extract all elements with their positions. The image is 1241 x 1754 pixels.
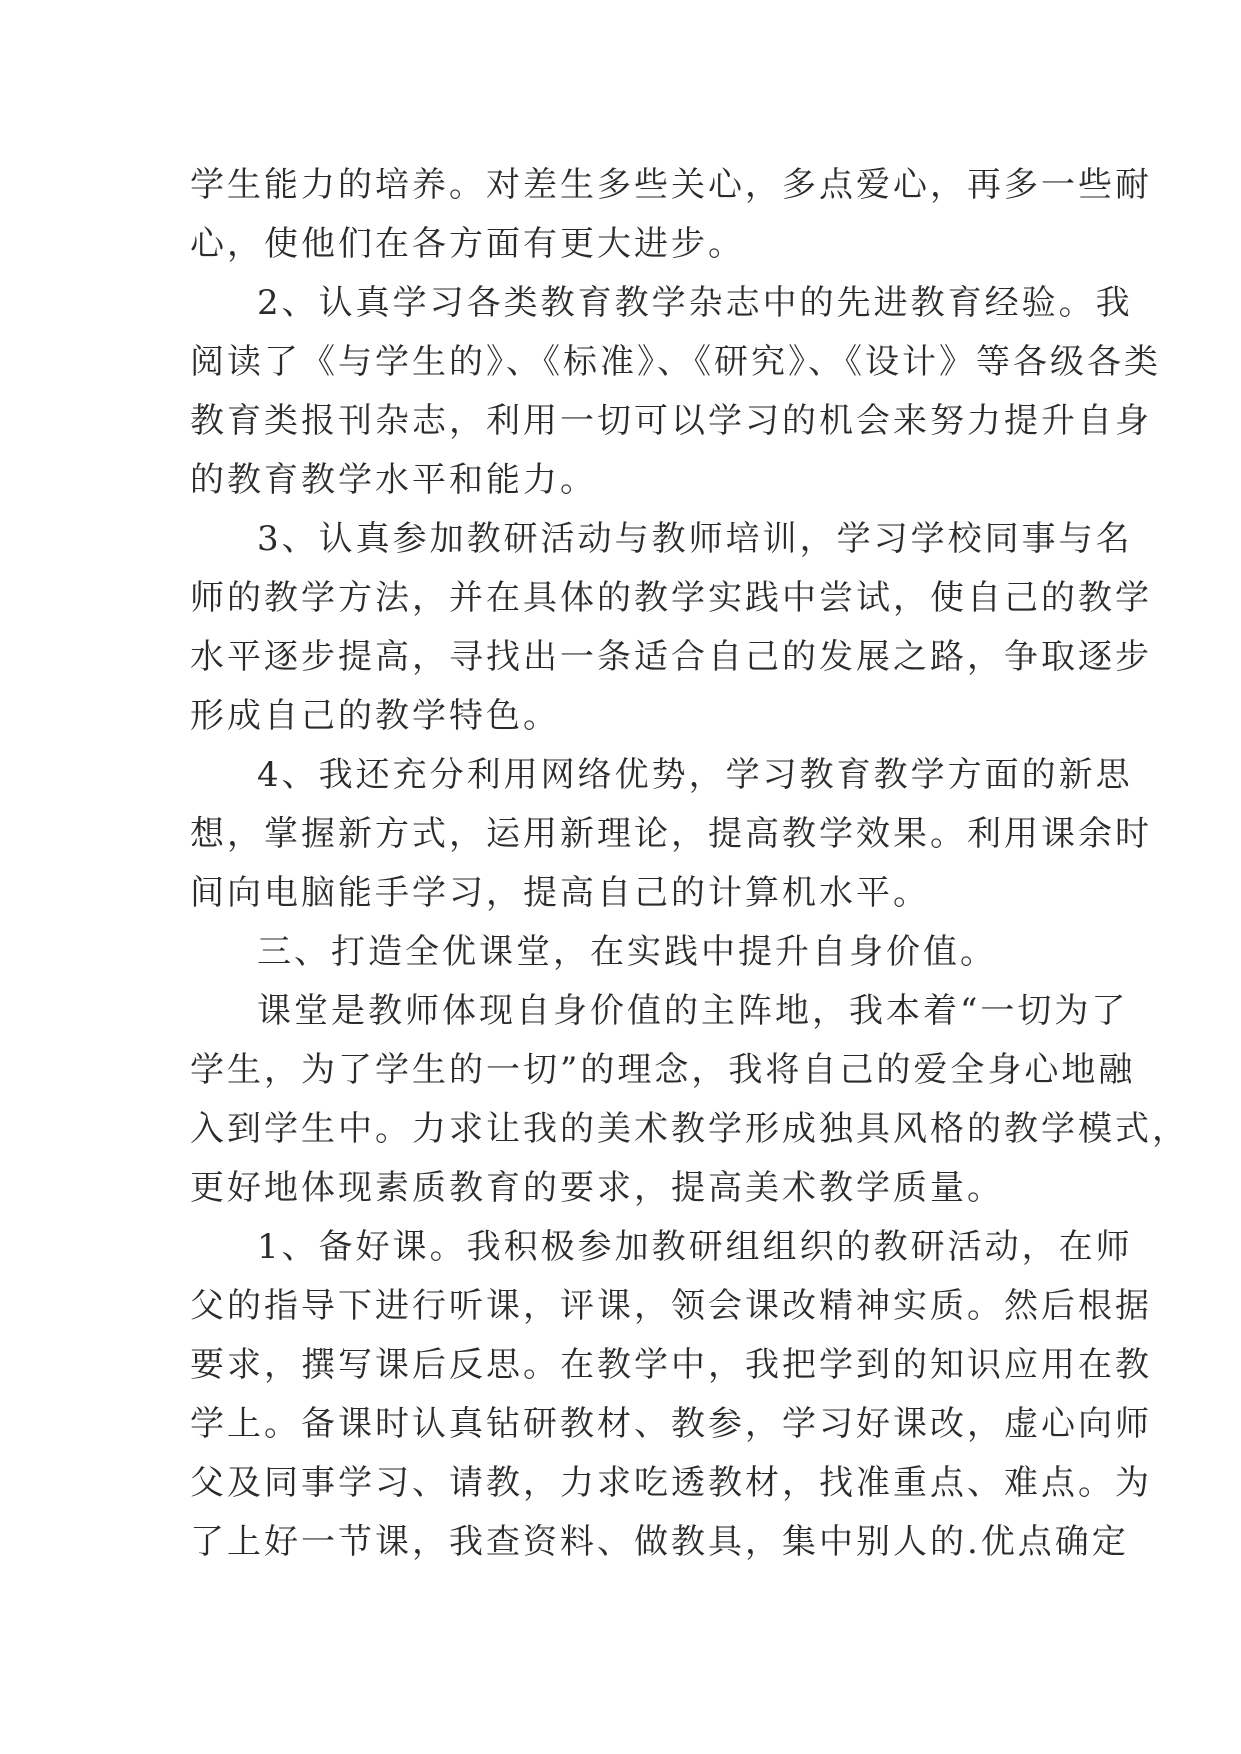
text-line: 2、认真学习各类教育教学杂志中的先进教育经验。我 — [257, 283, 1133, 323]
text-line: 学生能力的培养。对差生多些关心，多点爱心，再多一些耐 — [190, 165, 1152, 205]
text-line: 教育类报刊杂志，利用一切可以学习的机会来努力提升自身 — [190, 401, 1152, 441]
text-line: 想，掌握新方式，运用新理论，提高教学效果。利用课余时 — [190, 814, 1152, 854]
body-text — [190, 156, 1189, 1572]
text-line: 水平逐步提高，寻找出一条适合自己的发展之路，争取逐步 — [190, 637, 1152, 677]
text-line: 的教育教学水平和能力。 — [190, 460, 597, 500]
text-line: 阅读了《与学生的》、《标准》、《研究》、《设计》等各级各类 — [190, 342, 1161, 382]
text-line: 入到学生中。力求让我的美术教学形成独具风格的教学模式， — [190, 1109, 1189, 1149]
text-line: 4、我还充分利用网络优势，学习教育教学方面的新思 — [257, 755, 1133, 795]
text-line: 父的指导下进行听课，评课，领会课改精神实质。然后根据 — [190, 1286, 1152, 1326]
text-line: 学生，为了学生的一切”的理念，我将自己的爱全身心地融 — [190, 1050, 1136, 1090]
text-line: 心，使他们在各方面有更大进步。 — [190, 224, 745, 264]
text-line: 学上。备课时认真钻研教材、教参，学习好课改，虚心向师 — [190, 1404, 1152, 1444]
text-line: 了上好一节课，我查资料、做教具，集中别人的.优点确定 — [190, 1522, 1129, 1562]
text-line: 父及同事学习、请教，力求吃透教材，找准重点、难点。为 — [190, 1463, 1152, 1503]
text-line: 课堂是教师体现自身价值的主阵地，我本着“一切为了 — [257, 991, 1129, 1031]
text-line: 师的教学方法，并在具体的教学实践中尝试，使自己的教学 — [190, 578, 1152, 618]
text-line: 1、备好课。我积极参加教研组组织的教研活动，在师 — [257, 1227, 1133, 1267]
text-line: 要求，撰写课后反思。在教学中，我把学到的知识应用在教 — [190, 1345, 1152, 1385]
text-line: 3、认真参加教研活动与教师培训，学习学校同事与名 — [257, 519, 1133, 559]
text-line: 间向电脑能手学习，提高自己的计算机水平。 — [190, 873, 930, 913]
text-line: 形成自己的教学特色。 — [190, 696, 560, 736]
text-line: 更好地体现素质教育的要求，提高美术教学质量。 — [190, 1168, 1004, 1208]
text-line: 三、打造全优课堂，在实践中提升自身价值。 — [257, 932, 997, 972]
